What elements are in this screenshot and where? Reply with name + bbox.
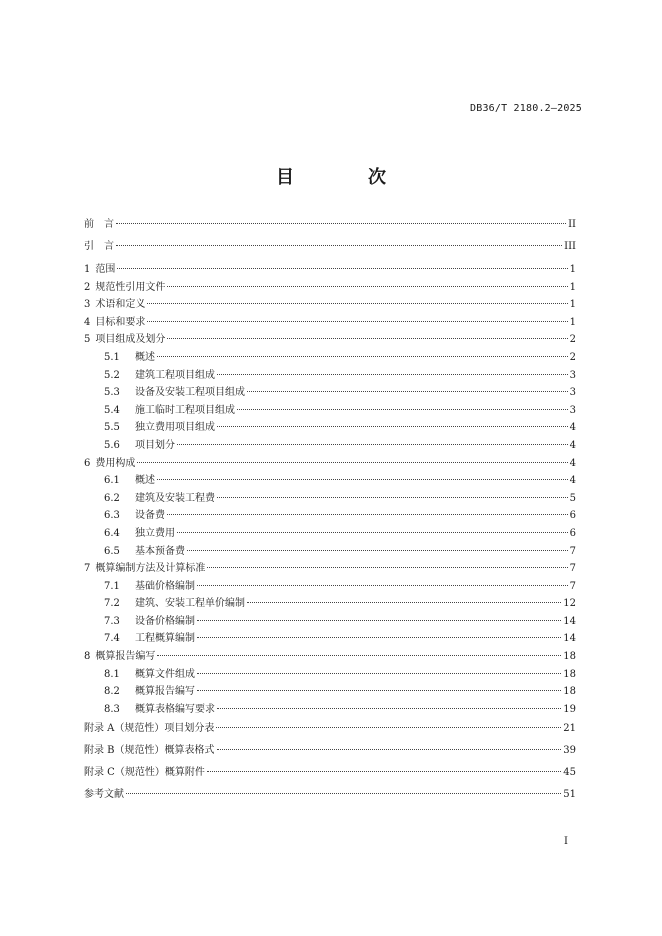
toc-entry-label: 概算报告编写: [95, 651, 156, 663]
toc-entry-label: 设备价格编制: [135, 615, 195, 627]
toc-entry-page: 5: [569, 492, 576, 504]
toc-entry[interactable]: [84, 762, 576, 784]
toc-dot-leader: [197, 585, 568, 586]
toc-dot-leader: [197, 673, 561, 674]
toc-entry[interactable]: [84, 630, 576, 648]
toc-entry-label: 概算表格编写要求: [135, 703, 215, 715]
toc-entry-label: 引 言: [84, 241, 114, 252]
toc-entry-number: 8.1: [104, 668, 120, 680]
toc-entry-label: 建筑及安装工程费: [135, 492, 215, 504]
toc-entry[interactable]: [84, 419, 576, 437]
toc-dot-leader: [147, 303, 567, 304]
toc-entry[interactable]: [84, 648, 576, 666]
toc-entry-number: 7.2: [104, 598, 120, 610]
toc-entry-page: 12: [563, 598, 576, 610]
toc-entry-number: 7.4: [104, 633, 120, 645]
toc-entry[interactable]: [84, 490, 576, 508]
toc-dot-leader: [217, 749, 562, 750]
toc-entry-label: 范围: [95, 264, 116, 275]
toc-entry[interactable]: [84, 683, 576, 701]
toc-dot-leader: [117, 268, 567, 269]
toc-entry-label: 术语和定义: [95, 299, 146, 311]
toc-entry-label: 基础价格编制: [135, 580, 195, 592]
toc-entry-page: 18: [563, 651, 576, 663]
toc-entry-page: 2: [569, 334, 576, 346]
toc-entry-number: 8: [84, 651, 91, 663]
toc-dot-leader: [157, 356, 568, 357]
toc-entry-page: 18: [563, 686, 576, 698]
toc-entry-label: 前 言: [84, 219, 114, 230]
toc-entry-label: 概述: [135, 475, 155, 487]
toc-dot-leader: [116, 245, 562, 246]
toc-dot-leader: [217, 374, 568, 375]
toc-entry-page: 7: [569, 563, 576, 575]
toc-entry[interactable]: [84, 718, 576, 740]
toc-entry-page: II: [568, 219, 576, 230]
toc-entry-number: 7.3: [104, 615, 120, 627]
toc-entry-number: 6: [84, 457, 91, 469]
toc-entry[interactable]: [84, 236, 576, 258]
toc-dot-leader: [147, 321, 567, 322]
toc-entry-label: 建筑工程项目组成: [135, 369, 215, 381]
toc-entry[interactable]: [84, 472, 576, 490]
toc-entry-label: 基本预备费: [135, 545, 185, 557]
toc-entry-number: 5.5: [104, 422, 120, 434]
toc-dot-leader: [216, 727, 561, 728]
toc-entry-page: 21: [563, 723, 576, 735]
toc-entry-number: 5.6: [104, 439, 120, 451]
toc-entry-number: 5.4: [104, 404, 120, 416]
toc-dot-leader: [247, 602, 561, 603]
toc-dot-leader: [197, 690, 561, 691]
toc-entry-label: 施工临时工程项目组成: [135, 404, 235, 416]
toc-entry-page: 18: [563, 668, 576, 680]
toc-entry-page: 45: [563, 767, 576, 779]
toc-entry[interactable]: [84, 314, 576, 332]
toc-entry[interactable]: [84, 507, 576, 525]
toc-entry-page: 4: [569, 457, 576, 469]
toc-entry-page: 4: [569, 475, 576, 487]
toc-entry-page: 39: [563, 745, 576, 757]
toc-dot-leader: [197, 620, 561, 621]
toc-entry-page: 14: [563, 633, 576, 645]
toc-dot-leader: [217, 708, 561, 709]
toc-entry-label: 概算报告编写: [135, 686, 195, 698]
toc-entry-label: 目标和要求: [95, 316, 146, 328]
toc-dot-leader: [197, 637, 561, 638]
toc-entry-page: 6: [569, 527, 576, 539]
toc-entry[interactable]: [84, 437, 576, 455]
toc-entry-label: 项目划分: [135, 439, 175, 451]
toc-entry-label: 概算编制方法及计算标准: [95, 563, 206, 575]
toc-entry-label: 附录 B（规范性）概算表格式: [84, 745, 215, 757]
toc-entry-page: 3: [569, 369, 576, 381]
toc-entry-number: 6.5: [104, 545, 120, 557]
toc-dot-leader: [137, 462, 567, 463]
toc-entry-page: 1: [569, 281, 576, 293]
toc-entry[interactable]: [84, 279, 576, 297]
toc-entry-label: 独立费用: [135, 527, 175, 539]
toc-entry-page: 3: [569, 404, 576, 416]
toc-entry-number: 2: [84, 281, 91, 293]
toc-entry-number: 1: [84, 264, 91, 275]
toc-dot-leader: [207, 567, 567, 568]
toc-entry-number: 6.1: [104, 475, 120, 487]
toc-entry-page: 1: [569, 316, 576, 328]
toc-dot-leader: [247, 391, 568, 392]
toc-entry-number: 5.3: [104, 387, 120, 399]
toc-entry-page: 6: [569, 510, 576, 522]
toc-entry-page: 7: [569, 545, 576, 557]
toc-entry-number: 5.1: [104, 351, 120, 363]
toc-entry-number: 7: [84, 563, 91, 575]
toc-entry-number: 6.3: [104, 510, 120, 522]
page-number: I: [564, 836, 568, 847]
toc-dot-leader: [157, 479, 568, 480]
toc-entry[interactable]: [84, 214, 576, 236]
toc-entry-page: III: [564, 241, 576, 252]
toc-entry-label: 附录 C（规范性）概算附件: [84, 767, 205, 779]
toc-entry-label: 建筑、安装工程单价编制: [135, 598, 245, 610]
toc-entry-page: 2: [569, 351, 576, 363]
toc-entry-number: 5.2: [104, 369, 120, 381]
toc-entry-page: 3: [569, 387, 576, 399]
toc-dot-leader: [217, 497, 568, 498]
toc-entry-label: 项目组成及划分: [95, 334, 166, 346]
toc-dot-leader: [167, 338, 567, 339]
toc-entry-number: 3: [84, 299, 91, 311]
toc-entry-label: 概算文件组成: [135, 668, 195, 680]
toc-entry-page: 1: [569, 264, 576, 275]
toc-entry-number: 8.3: [104, 703, 120, 715]
toc-entry-label: 独立费用项目组成: [135, 422, 215, 434]
toc-entry[interactable]: [84, 331, 576, 349]
toc-entry[interactable]: [84, 296, 576, 314]
toc-entry-label: 参考文献: [84, 789, 124, 801]
toc-dot-leader: [207, 771, 561, 772]
toc-dot-leader: [217, 426, 568, 427]
toc-entry-page: 4: [569, 439, 576, 451]
toc-entry[interactable]: [84, 578, 576, 596]
toc-entry[interactable]: [84, 525, 576, 543]
toc-entry-label: 设备及安装工程项目组成: [135, 387, 245, 399]
table-of-contents: [84, 214, 576, 806]
toc-entry-label: 概述: [135, 351, 155, 363]
page-title: 目 次: [276, 167, 414, 188]
toc-entry-number: 8.2: [104, 686, 120, 698]
toc-entry-page: 4: [569, 422, 576, 434]
toc-entry-number: 6.2: [104, 492, 120, 504]
toc-entry[interactable]: [84, 384, 576, 402]
toc-entry-page: 1: [569, 299, 576, 311]
toc-entry[interactable]: [84, 613, 576, 631]
toc-dot-leader: [237, 409, 568, 410]
toc-dot-leader: [116, 223, 566, 224]
toc-entry[interactable]: [84, 367, 576, 385]
toc-entry[interactable]: [84, 666, 576, 684]
toc-dot-leader: [167, 514, 568, 515]
toc-entry-label: 规范性引用文件: [95, 281, 166, 293]
toc-dot-leader: [177, 444, 568, 445]
toc-entry-number: 4: [84, 316, 91, 328]
toc-entry[interactable]: [84, 455, 576, 473]
toc-entry-number: 7.1: [104, 580, 120, 592]
toc-entry-number: 5: [84, 334, 91, 346]
toc-entry[interactable]: [84, 701, 576, 719]
toc-entry-page: 51: [563, 789, 576, 801]
toc-entry[interactable]: [84, 261, 576, 279]
toc-entry[interactable]: [84, 740, 576, 762]
toc-entry[interactable]: [84, 784, 576, 806]
toc-entry[interactable]: [84, 560, 576, 578]
toc-entry-label: 费用构成: [95, 457, 136, 469]
toc-entry-number: 6.4: [104, 527, 120, 539]
toc-entry-label: 设备费: [135, 510, 165, 522]
toc-entry-label: 工程概算编制: [135, 633, 195, 645]
toc-dot-leader: [187, 550, 568, 551]
toc-entry-label: 附录 A（规范性）项目划分表: [84, 723, 215, 735]
toc-entry-page: 7: [569, 580, 576, 592]
toc-entry[interactable]: [84, 595, 576, 613]
toc-dot-leader: [167, 286, 567, 287]
document-code: DB36/T 2180.2—2025: [470, 103, 582, 114]
toc-dot-leader: [177, 532, 568, 533]
toc-entry[interactable]: [84, 349, 576, 367]
toc-entry[interactable]: [84, 402, 576, 420]
toc-entry[interactable]: [84, 543, 576, 561]
toc-dot-leader: [157, 655, 561, 656]
toc-entry-page: 19: [563, 703, 576, 715]
toc-entry-page: 14: [563, 615, 576, 627]
toc-dot-leader: [126, 793, 561, 794]
